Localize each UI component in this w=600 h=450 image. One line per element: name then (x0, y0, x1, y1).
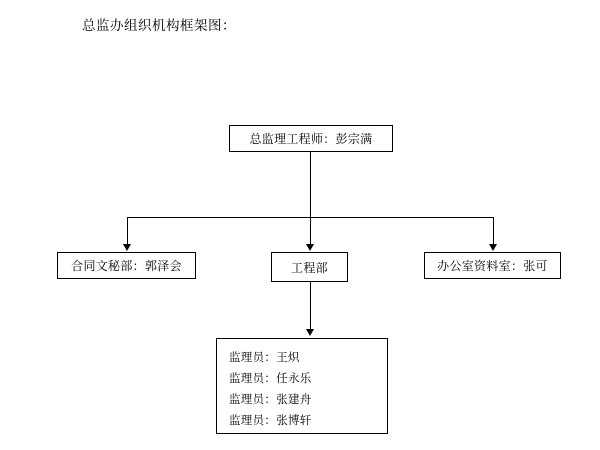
node-office-archives (424, 252, 561, 279)
node-contract-secretary-dept (57, 252, 196, 279)
connector-staff-vertical (310, 282, 311, 330)
connector-top-vertical (310, 152, 311, 217)
list-item: 监理员：任永乐 (229, 371, 312, 385)
connector-left-vertical (127, 217, 128, 245)
node-chief-supervisor (229, 125, 393, 152)
node-contract-secretary-dept-label: 合同文秘部：郭泽会 (71, 259, 182, 273)
list-item: 监理员：张博轩 (229, 413, 312, 427)
node-supervisor-staff-list (216, 338, 388, 434)
connector-middle-vertical (310, 217, 311, 245)
node-office-archives-label: 办公室资料室：张可 (437, 259, 548, 273)
arrow-staff (306, 329, 314, 336)
arrow-middle (306, 244, 314, 251)
connector-right-vertical (493, 217, 494, 245)
node-chief-supervisor-label: 总监理工程师：彭宗满 (249, 132, 373, 146)
list-item: 监理员：王炽 (229, 350, 300, 364)
node-engineering-dept-label: 工程部 (291, 260, 328, 275)
list-item: 监理员：张建舟 (229, 392, 312, 406)
page-title: 总监办组织机构框架图： (82, 18, 236, 34)
node-engineering-dept (271, 252, 348, 282)
arrow-left (123, 244, 131, 251)
arrow-right (489, 244, 497, 251)
